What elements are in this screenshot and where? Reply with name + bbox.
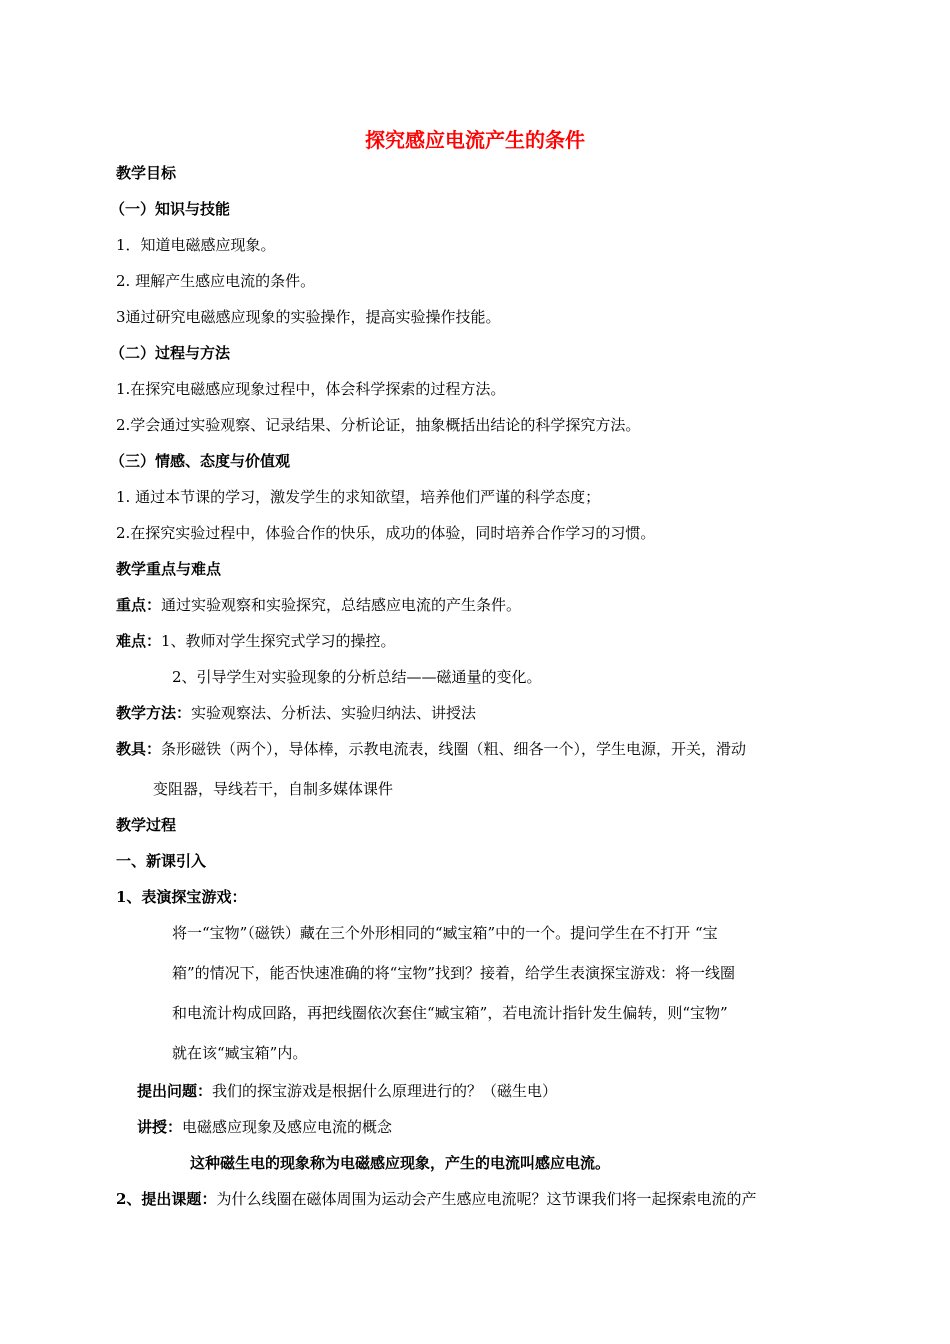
step2-line xyxy=(116,1188,756,1210)
step1-line-2: 箱”的情况下，能否快速准确的将“宝物”找到？接着，给学生表演探宝游戏：将一线圈 xyxy=(172,964,736,982)
knowledge-item-2: 2. 理解产生感应电流的条件。 xyxy=(116,272,316,290)
difficulty-item-1: 1、教师对学生探究式学习的操控。 xyxy=(161,632,396,650)
subheading-knowledge: （一）知识与技能 xyxy=(110,200,231,218)
tools-text-1: 条形磁铁（两个），导体棒，示教电流表，线圈（粗、细各一个），学生电源，开关，滑动 xyxy=(161,740,747,758)
knowledge-item-3: 3通过研究电磁感应现象的实验操作，提高实验操作技能。 xyxy=(116,308,501,326)
step1-line-4: 就在该“臧宝箱”内。 xyxy=(172,1044,308,1062)
difficulty-line xyxy=(116,630,396,652)
difficulty-label: 难点： xyxy=(116,632,162,650)
step1-line-1: 将一“宝物”（磁铁）藏在三个外形相同的“臧宝箱”中的一个。提问学生在不打开 “宝 xyxy=(172,924,718,942)
tools-text-2: 变阻器，导线若干，自制多媒体课件 xyxy=(153,780,394,798)
process-item-1: 1.在探究电磁感应现象过程中，体会科学探索的过程方法。 xyxy=(116,380,506,398)
question-line xyxy=(137,1080,557,1102)
focus-line xyxy=(116,594,521,616)
step2-text: 为什么线圈在磁体周围为运动会产生感应电流呢？这节课我们将一起探索电流的产 xyxy=(216,1190,757,1208)
lecture-label: 讲授： xyxy=(137,1118,183,1136)
section-heading-key-points: 教学重点与难点 xyxy=(116,560,222,578)
section-heading-teaching-goals: 教学目标 xyxy=(116,164,177,182)
question-text: 我们的探宝游戏是根据什么原理进行的？（磁生电） xyxy=(212,1082,558,1100)
question-label: 提出问题： xyxy=(137,1082,213,1100)
section-intro: 一、新课引入 xyxy=(116,852,207,870)
lecture-text: 电磁感应现象及感应电流的概念 xyxy=(182,1118,393,1136)
subheading-process: （二）过程与方法 xyxy=(110,344,231,362)
emotion-item-2: 2.在探究实验过程中，体验合作的快乐，成功的体验，同时培养合作学习的习惯。 xyxy=(116,524,656,542)
methods-line xyxy=(116,702,476,724)
knowledge-item-1: 1．知道电磁感应现象。 xyxy=(116,236,276,254)
document-title: 探究感应电流产生的条件 xyxy=(365,128,585,152)
step1-label: 1、表演探宝游戏： xyxy=(116,888,247,906)
tools-label: 教具： xyxy=(116,740,162,758)
focus-label: 重点： xyxy=(116,596,162,614)
section-heading-process: 教学过程 xyxy=(116,816,177,834)
step2-label: 2、提出课题： xyxy=(116,1190,217,1208)
tools-line xyxy=(116,738,746,760)
methods-text: 实验观察法、分析法、实验归纳法、讲授法 xyxy=(191,704,477,722)
concept-statement: 这种磁生电的现象称为电磁感应现象，产生的电流叫感应电流。 xyxy=(190,1154,611,1172)
step1-line-3: 和电流计构成回路，再把线圈依次套住“臧宝箱”，若电流计指针发生偏转，则“宝物” xyxy=(172,1004,728,1022)
lecture-line xyxy=(137,1116,392,1138)
focus-text: 通过实验观察和实验探究，总结感应电流的产生条件。 xyxy=(161,596,522,614)
process-item-2: 2.学会通过实验观察、记录结果、分析论证，抽象概括出结论的科学探究方法。 xyxy=(116,416,641,434)
difficulty-item-2: 2、引导学生对实验现象的分析总结——磁通量的变化。 xyxy=(172,668,542,686)
methods-label: 教学方法： xyxy=(116,704,192,722)
emotion-item-1: 1. 通过本节课的学习，激发学生的求知欲望，培养他们严谨的科学态度； xyxy=(116,488,601,506)
subheading-emotion: （三）情感、态度与价值观 xyxy=(110,452,291,470)
